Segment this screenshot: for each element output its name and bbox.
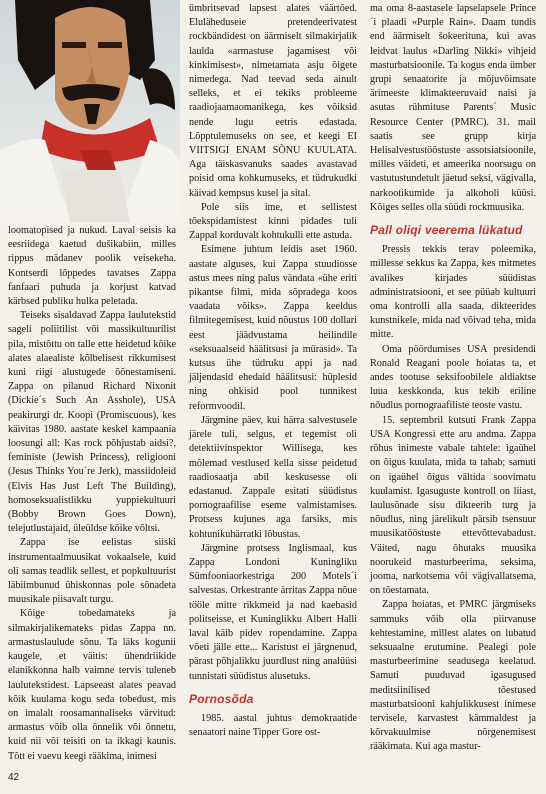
paragraph: Pressis tekkis terav poleemika, millesse sekkus ka Zappa, kes mitmetes avalikes kirjades süüdistas administratsiooni, et see püüab kultuuri oma kontrolli alla saada, dikteerides kunstnikele, mida nad võivad teha, mida mitte. <box>370 244 536 341</box>
portrait-photo-image <box>0 0 180 222</box>
paragraph: Teiseks sisaldavad Zappa laulutekstid sageli poliitilist või massikultuurilist pila, mistõttu on talle ette heidetud kõike alates alaealiste kõlbelisest rikkumisest kuni riigi alustugede õõnestamiseni. Zappa on pilanud Richard Nixonit (Dickie´s Such An Asshole), USA peakirurgi dr. Koopi (Promiscuous), kes käivitas 1980. aastate keskel kampaania loosungi all: Kas rock põhjustab aidsi?, feministe (Jewish Princess), religiooni (Jesus Thinks You´re Jerk), massiidoleid (Elvis Has Just Left The Building), homoseksualistlikku yuppiekultuuri (Bobby Brown Goes Down), telejutlustajaid, üleüldse kõike võltsi. <box>8 310 176 535</box>
paragraph: Zappa hoiatas, et PMRC järgmiseks sammuks võib olla piirvanuse kehtestamine, millest alates on lubatud seksuaalne erutumine. Pealegi pole masturbeerimine seadusega keelatud. Samuti puuduvad igasugused meditsiinilised tõestused masturbatsiooni kahjulikkusest inimese tervisele, karvastest kämmaldest ja kõrvakuulmise nõrgenemisest rääkimata. Kui aga mastur- <box>370 599 536 753</box>
portrait-photo <box>0 0 180 222</box>
paragraph: Zappa ise eelistas siiski instrumentaalmuusikat vokaalsele, kuid oli samas teadlik sellest, et popkultuurist läbiimbunud ühiskonnas pole sõnadeta muusikale piisavalt turgu. <box>8 537 176 606</box>
text-column-2 <box>189 2 357 740</box>
paragraph: ma oma 8-aastasele lapselapsele Prince´i plaadi «Purple Rain». Daam tundis end äärmiselt šokeerituna, kui avas leidvat laulus «Darling Nikki» vihjeid masturbatsioonile. Ta kogus enda ümber grupi senaatorite ja mõjuvõimsate ärimeeste klimakteeruvaid naisi ja asutas rühmituse Parents´ Music Resource Center (PMRC). 31. mail saatis see grupp kirja Helisalvestustööstuste assotsiatsioonile, milles väideti, et ameerika noorsugu on vastutustundetult jäetud seksi, vägivalla, narkootikumide ja alkoholi küüsi. Kõiges selles olla süüdi rockmuusika. <box>370 3 536 213</box>
paragraph: Oma pöördumises USA presidendi Ronald Reagani poole hoiatas ta, et andes tootuse seksifoobilele aldiaktse luua keskkonda, kus tekib eriline nõudlus pornograafiliste teoste vastu. <box>370 343 536 412</box>
section-subheading: Pall oliqi veerema lükatud <box>370 223 523 238</box>
paragraph: Järgmine protsess Inglismaal, kus Zappa Londoni Kuningliku Sümfooniaorkestriga 200 Motels´i salvestas. Orkestrante ärritas Zappa nõue tööle mitte rikkmeid ja nad kaebasid politseisse, et Kuninglikku Albert Halli laval käib pidev ropendamine. Zappa võeti jälle ette... Karistust ei järgnenud, pärast põhjalikku juurdlust ning analüüsi tunnistati süüdistus alusetuks. <box>189 542 357 682</box>
paragraph: Esimene juhtum leidis aset 1960. aastate alguses, kui Zappa stuudiosse astus mees ning palus vändata «ühe eriti pikantse filmi, mida sõpradega koos vaadata võiks». Zappa keeldus filmitegemisest, kuid nõustus 100 dollari eest jäädvustama heilindile «seksuaalseid häälitsusi ja mürasid». Ta kutsus ühe tüdruku appi ja nad jäljendasid ehedaid häälitsusi: hüplesid ning ohkisid pool tunnikest reformvoodil. <box>189 244 357 412</box>
paragraph: Järgmine päev, kui härra salvestusele järele tuli, selgus, et tegemist oli detektiivinspektor Willisega, kes mõlemad vestlused kella sisse peidetud raadiosaatja abil keskusesse oli edastanud. Zappale esitati süüdistus pornograafilise eseme valmistamises. Protsess kujunes aga farsiks, mis kohtunikuhärratki lõbustas. <box>189 414 357 540</box>
section-subheading: Pornosõda <box>189 691 254 706</box>
paragraph: loomatopised ja nukud. Laval seisis ka eesriidega kaetud dušikabiin, milles rippus mädanev poolik veisekeha. Kontserdi lõppedes tavatses Zappa fanfaari puhuda ja korjust katvad kärbsed publiku hulka peletada. <box>8 225 176 308</box>
paragraph: 1985. aastal juhtus demokraatide senaatori naine Tipper Gore ost- <box>189 712 357 739</box>
text-column-3 <box>370 2 536 755</box>
paragraph: 15. septembril kutsuti Frank Zappa USA Kongressi ette aru andma. Zappa rõhus inimeste vabale tahtele: igaühel on õigus kuulata, mida ta tahab; samuti on igaühel õigus vältida soovimatu kuulamist. Igasuguste kontroll on liiast, laulusõnade sisu dikteerib turg ja nõudlus, ning järelikult pärsib tsensuur muusikatööstuste ettevõttevabadust. Väited, nagu õhutaks muusika noorukeid masturbeerima, seksima, jooma, narkotsema või vägivallatsema, on tõestamata. <box>370 414 536 597</box>
paragraph: Kõige tobedamateks ja silmakirjalikemateks pidas Zappa nn. armastuslaulude sõnu. Ta läks kogunii kaugele, et väitis: ühendriikide elanikkonna halb vaimne tervis tuleneb laulutekstidest. Lapseeast alates peavad kõik kuulama kogu seda tobedust, mis on imalalt roosamannaliseks värvitud: armastus võib olla õnnelik või õnnetu, kuid nii või teisiti on ta ikkagi kaunis. Tõtt ei vaevu keegi rääkima, inimesi <box>8 608 176 762</box>
text-column-1 <box>8 224 176 764</box>
page-number: 42 <box>8 772 20 783</box>
paragraph: ümbritsevad lapsest alates väärtõed. Eluläheduseie pretendeerivatest rockbändidest on äärmiselt silmakirjalik laulda «armastuse jagamisest või kinkimisest», nimetamata asju õigete nimedega. Nad teevad seda ainult selleks, et ei tekiks probleeme raadiojaamaomanikega, kes võiksid nende lugu eetris edastada. Lõpptulemuseks on see, et keegi EI VIITSIGI ENAM SÕNU KUULATA. Aga täiskasvanuks saades avastavad poisid oma kohkumuseks, et tüdrukudki käivad kempsus kusel ja sital. <box>189 3 357 199</box>
paragraph: Pole siis ime, et sellistest tõekspidamistest kinni pidades tuli Zappal korduvalt kohtukulli ette astuda. <box>189 201 357 242</box>
